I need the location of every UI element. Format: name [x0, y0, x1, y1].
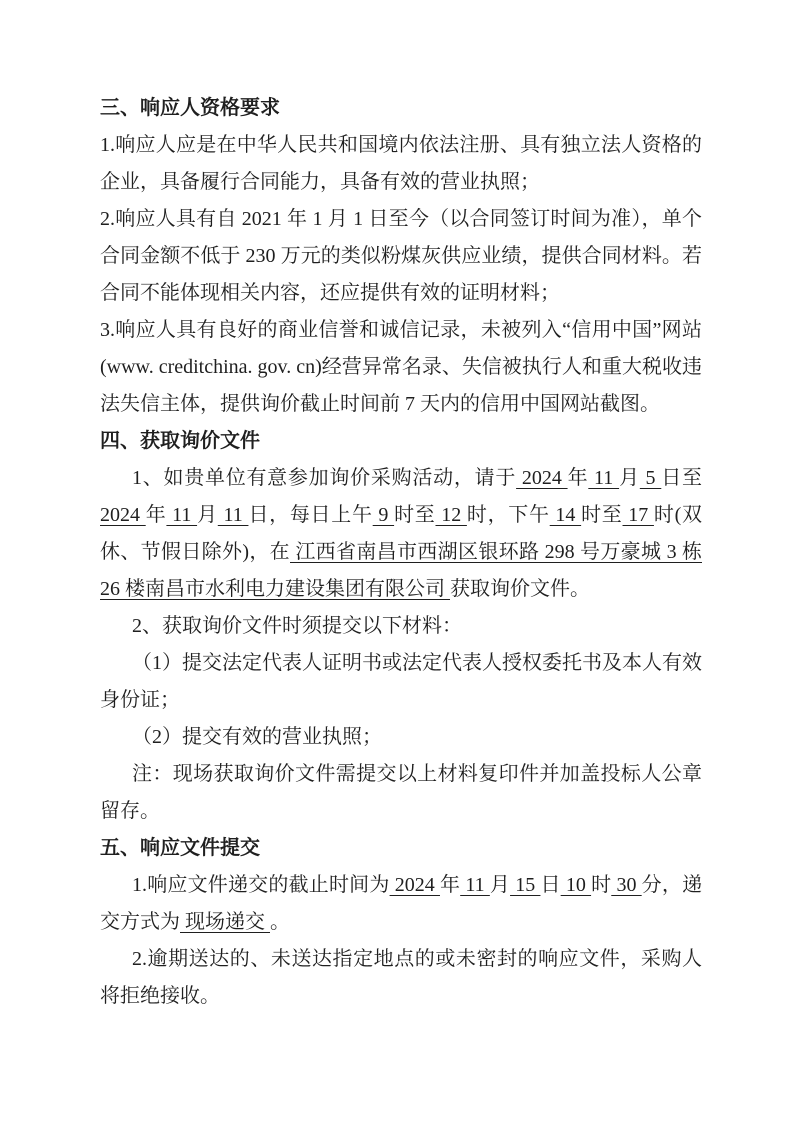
paragraph-obtain-material-2 [100, 719, 702, 756]
text-run: 年 [567, 467, 589, 489]
fill-in-blank: 15 [510, 874, 541, 896]
text-run: 年 [145, 504, 167, 526]
paragraph-obtain-1 [100, 460, 702, 608]
text-run: 时至 [581, 504, 623, 526]
paragraph-qualification-1 [100, 127, 702, 201]
text-run: 月 [197, 504, 218, 526]
text-run: 年 [439, 874, 461, 896]
text-run: 时，下午 [466, 504, 550, 526]
paragraph-obtain-2 [100, 608, 702, 645]
section-heading-5 [100, 830, 702, 867]
text-run: 1、如贵单位有意参加询价采购活动，请于 [132, 467, 517, 489]
fill-in-blank: 2024 [100, 504, 146, 526]
text-run: 3.响应人具有良好的商业信誉和诚信记录，未被列入“信用中国”网站(www. creditchina. gov. cn)经营异常名录、失信被执行人和重大税收违法失信主体，提供询价截止时间前 7 天内的信用中国网站截图。 [100, 319, 702, 415]
text-run: 注：现场获取询价文件需提交以上材料复印件并加盖投标人公章留存。 [100, 763, 702, 822]
text-run: 获取询价文件。 [450, 578, 590, 600]
text-run: 1.响应文件递交的截止时间为 [132, 874, 390, 896]
fill-in-blank: 现场递交 [180, 911, 270, 933]
fill-in-blank: 2024 [389, 874, 440, 896]
section-heading-3 [100, 90, 702, 127]
paragraph-submission-1 [100, 867, 702, 941]
text-run: 月 [489, 874, 511, 896]
fill-in-blank: 17 [622, 504, 654, 526]
text-run: 时 [591, 874, 612, 896]
text-run: 2、获取询价文件时须提交以下材料： [132, 615, 462, 637]
text-run: 四、获取询价文件 [100, 430, 260, 452]
section-heading-4 [100, 423, 702, 460]
text-run: 1.响应人应是在中华人民共和国境内依法注册、具有独立法人资格的企业，具备履行合同能力，具备有效的营业执照； [100, 134, 702, 193]
paragraph-qualification-2 [100, 201, 702, 312]
text-run: 2.逾期送达的、未送达指定地点的或未密封的响应文件，采购人将拒绝接收。 [100, 948, 702, 1007]
fill-in-blank: 11 [460, 874, 490, 896]
fill-in-blank: 14 [549, 504, 582, 526]
fill-in-blank: 2024 [516, 467, 568, 489]
text-run: 日 [540, 874, 561, 896]
text-run: 五、响应文件提交 [100, 837, 260, 859]
paragraph-obtain-material-1 [100, 645, 702, 719]
fill-in-blank: 30 [611, 874, 642, 896]
document-body [100, 90, 702, 1015]
text-run: 2.响应人具有自 2021 年 1 月 1 日至今（以合同签订时间为准），单个合同金额不低于 230 万元的类似粉煤灰供应业绩，提供合同材料。若合同不能体现相关内容，还应提供有效的证明材料； [100, 208, 702, 304]
fill-in-blank: 10 [560, 874, 592, 896]
text-run: 日，每日上午 [248, 504, 373, 526]
text-run: 月 [619, 467, 640, 489]
paragraph-obtain-note [100, 756, 702, 830]
text-run: （1）提交法定代表人证明书或法定代表人授权委托书及本人有效身份证； [100, 652, 702, 711]
text-run: （2）提交有效的营业执照； [132, 726, 382, 748]
fill-in-blank: 12 [435, 504, 467, 526]
text-run: 日至 [661, 467, 703, 489]
text-run: 时至 [394, 504, 436, 526]
fill-in-blank: 11 [217, 504, 249, 526]
text-run: 时(双休、节假日除外)，在 [100, 504, 702, 563]
text-run: 三、响应人资格要求 [100, 97, 280, 119]
paragraph-qualification-3 [100, 312, 702, 423]
fill-in-blank: 江西省南昌市西湖区银环路 298 号万豪城 3 栋 26 楼南昌市水利电力建设集团有限公司 [100, 541, 702, 600]
fill-in-blank: 9 [372, 504, 395, 526]
text-run: 分，递交方式为 [100, 874, 703, 933]
fill-in-blank: 11 [588, 467, 620, 489]
text-run: 。 [270, 911, 290, 933]
fill-in-blank: 11 [166, 504, 198, 526]
paragraph-submission-2 [100, 941, 702, 1015]
fill-in-blank: 5 [639, 467, 662, 489]
